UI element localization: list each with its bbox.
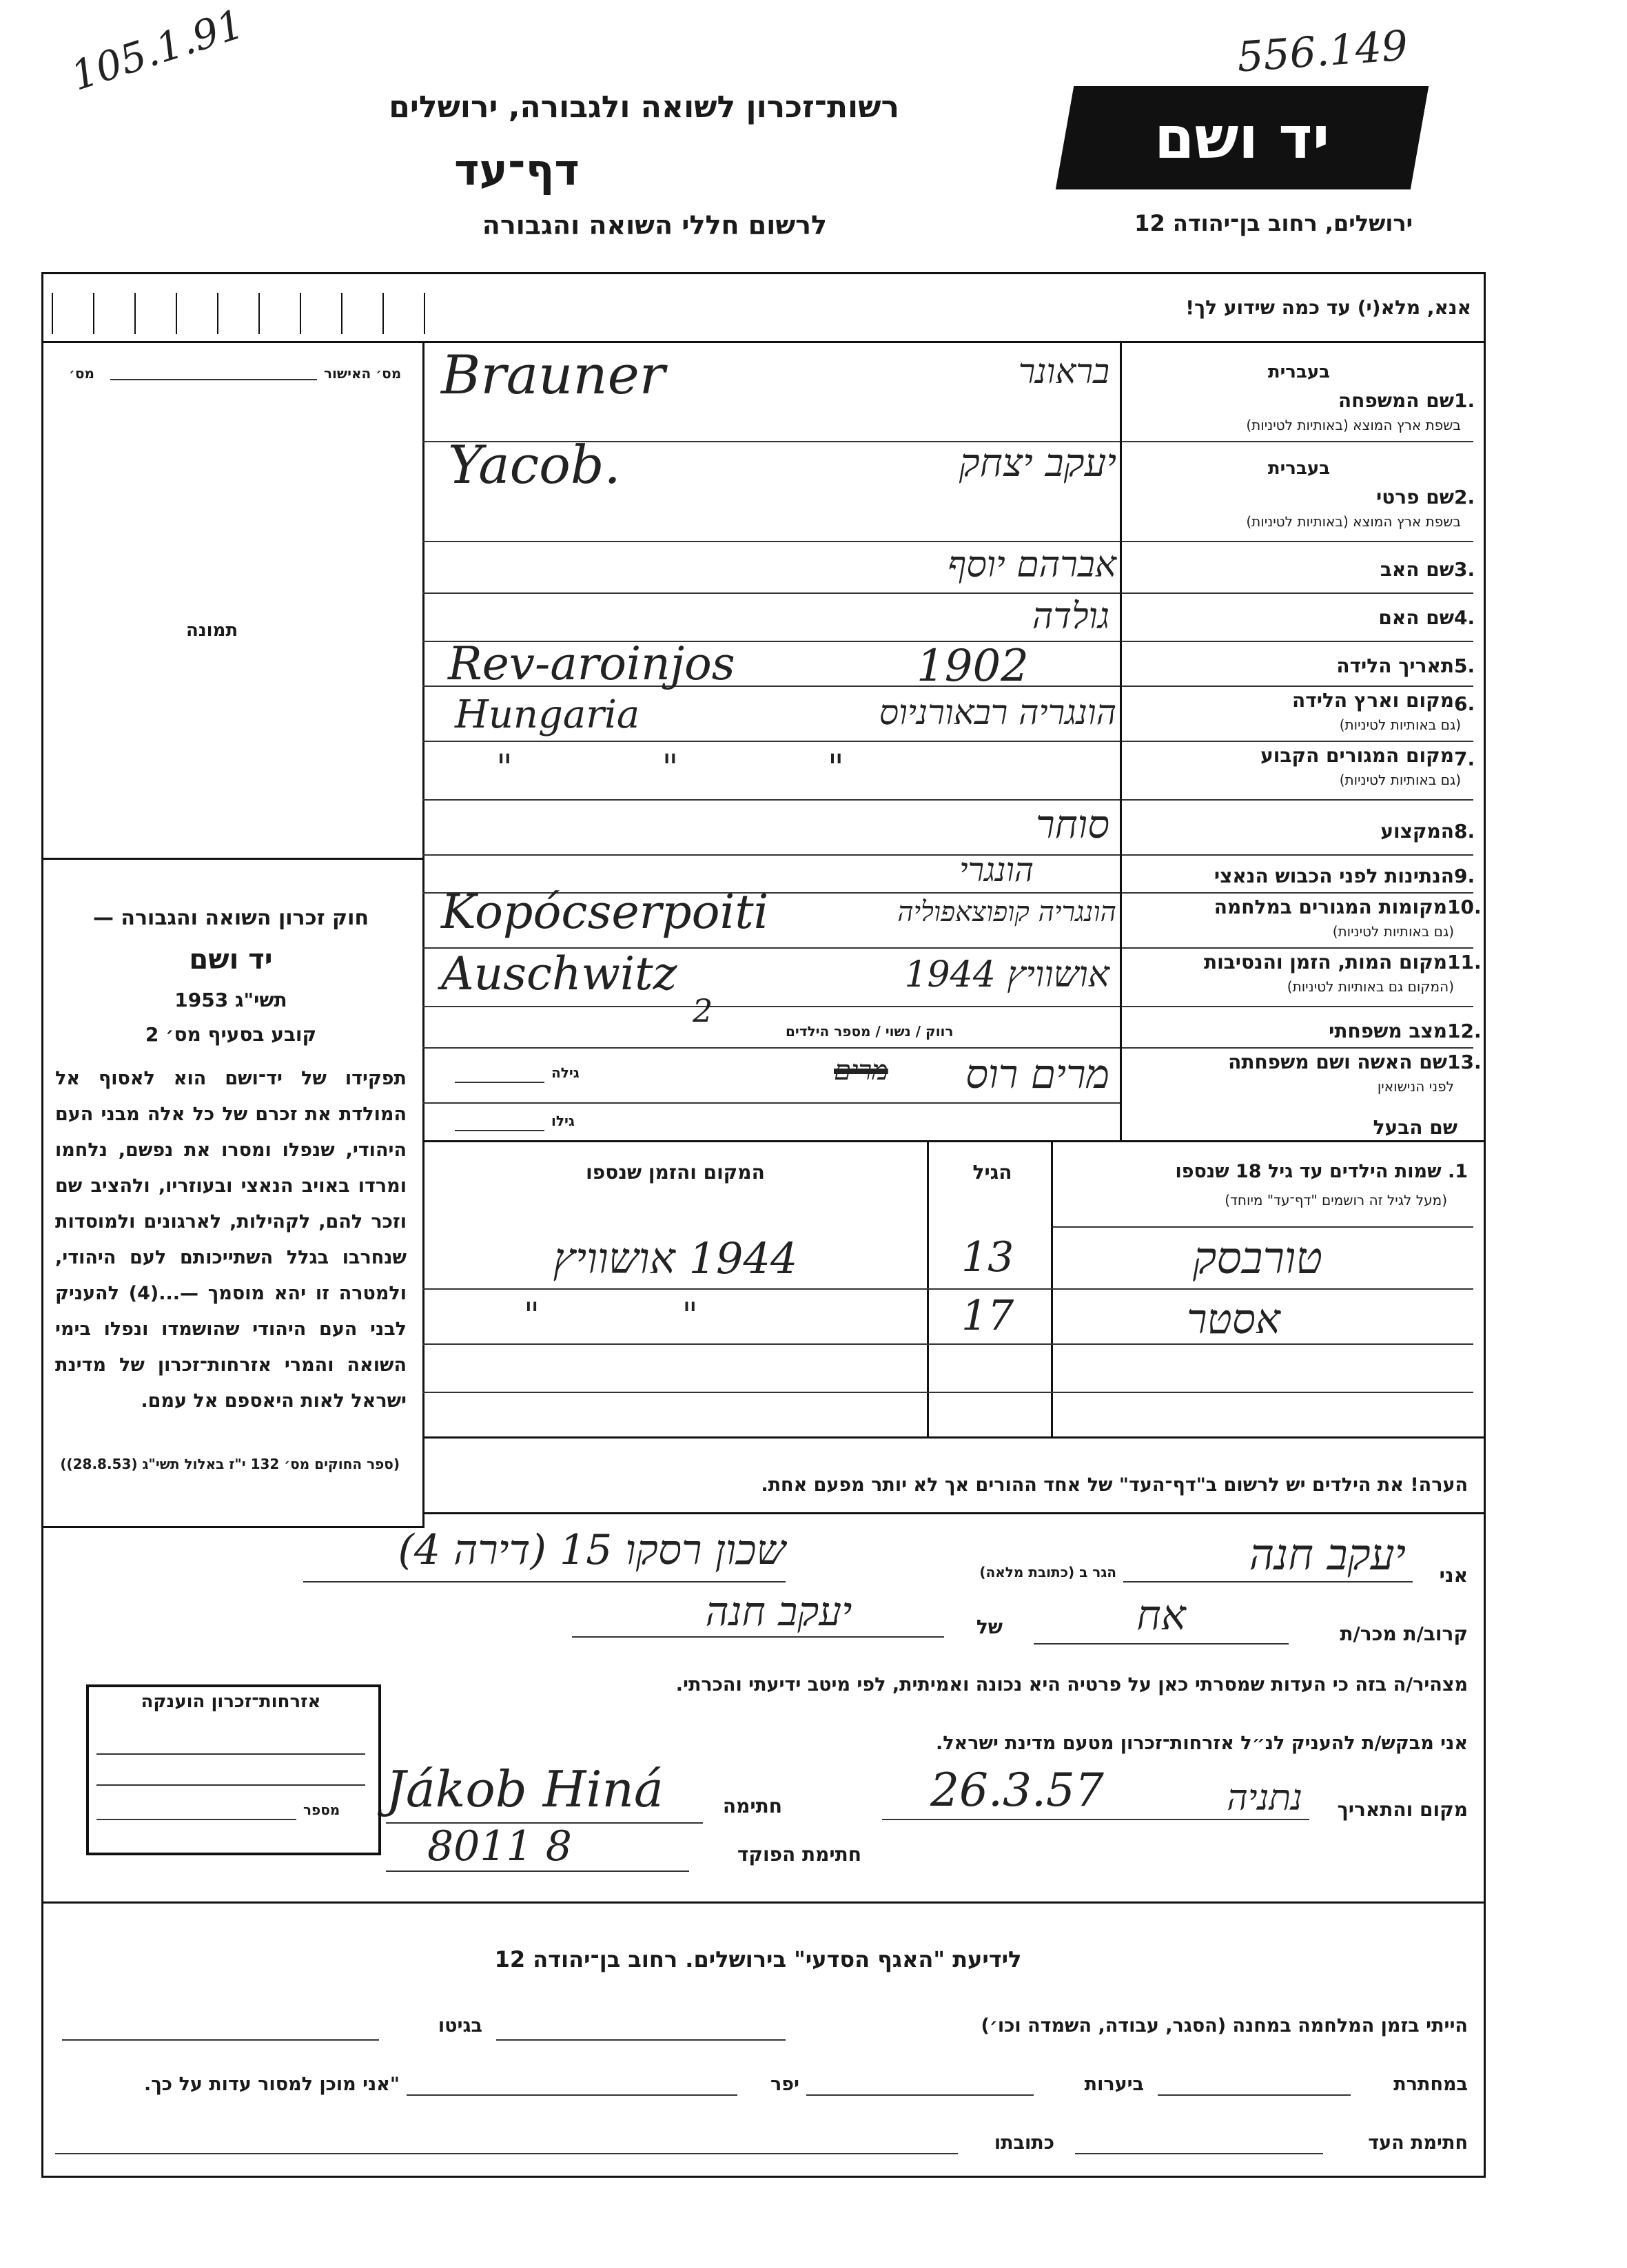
- answer-death-hebrew: אושוויץ 1944: [904, 954, 1109, 996]
- law-title: חוק זכרון השואה והגבורה —: [92, 906, 369, 930]
- note-text: הערה! את הילדים יש לרשום ב"דף־העד" של אחד ההורים אך לא יותר מפעם אחת.: [761, 1474, 1468, 1496]
- footer-line1-start: הייתי בזמן המלחמה במחנה (הסגר, עבודה, השמדה וכו׳): [981, 2015, 1468, 2037]
- field-5-label: תאריך הלידה: [1336, 654, 1454, 677]
- answer-wife: מרים רוס: [965, 1051, 1109, 1097]
- registry-no: מס׳: [69, 365, 94, 382]
- field-12-number: 12.: [1447, 1020, 1482, 1042]
- field-6-number: 6.: [1454, 692, 1475, 715]
- children-header-note: (מעל לגיל זה רושמים "דף־עד" מיוחד): [1225, 1192, 1447, 1208]
- field-13-label: שם האשה ושם משפחתה: [1228, 1051, 1447, 1073]
- field-13-number: 13.: [1447, 1051, 1482, 1073]
- field-5-number: 5.: [1454, 654, 1475, 677]
- law-text: תפקידו של יד־ושם הוא לאסוף אל המולדת את זכרם של כל אלה מבני העם היהודי, שנפלו ומסרו את נפשם, נלחמו ומרדו באויב הנאצי ובעוזריו, ולהציב שם וזכר להם, לקהילות, לארגונים ולמוסדות שנחרבו בגלל השתייכותם לעם היהודי, ולמטרה זו יהא מוסמך —...(4) להעניק לבני העם היהודי שהושמדו ונפלו בימי השואה והמרי אזרחות־זכרון של מדינת ישראל לאות היאספם אל עמם.: [55, 1068, 407, 1412]
- answer-mother: גולדה: [1032, 596, 1109, 637]
- wife-age-label: גילה: [551, 1064, 580, 1081]
- place-date-label: מקום והתאריך: [1337, 1798, 1468, 1821]
- witness-address-label: הגר ב (כתובת מלאה): [979, 1564, 1116, 1580]
- field-1-tag: בעברית: [1267, 362, 1330, 382]
- field-8-number: 8.: [1454, 820, 1475, 843]
- footer-line2-b: ביערות: [1084, 2074, 1144, 2095]
- husband-age-label: גילו: [551, 1113, 575, 1129]
- field-10-label: מקומות המגורים במלחמה: [1214, 896, 1447, 918]
- registry-label: מס׳ האישור: [324, 365, 402, 382]
- footer-line2-d: "אני מוכן למסור עדות על כך.: [143, 2074, 400, 2095]
- field-8-label: המקצוע: [1380, 820, 1454, 843]
- field-11-sub: (המקום גם באותיות לטיניות): [1287, 978, 1454, 995]
- field-2-sub: בשפת ארץ המוצא (באותיות לטיניות): [1246, 513, 1461, 530]
- child-1-place: 1944 אושוויץ: [553, 1233, 798, 1284]
- witness-relative-label: קרוב/ת מכר/ת: [1340, 1622, 1468, 1645]
- field-6-sub: (גם באותיות לטיניות): [1339, 717, 1461, 733]
- field-6-label: מקום וארץ הלידה: [1292, 689, 1454, 712]
- field-10-number: 10.: [1447, 896, 1482, 918]
- field-2-label: שם פרטי: [1375, 486, 1454, 508]
- yad-vashem-logo: [1056, 86, 1429, 189]
- children-header-name: 1. שמות הילדים עד גיל 18 שנספו: [1175, 1161, 1468, 1182]
- field-4-label: שם האם: [1378, 606, 1454, 629]
- law-year: תשי"ג 1953: [174, 989, 287, 1011]
- institution-name: רשות־זכרון לשואה ולגבורה, ירושלים: [389, 90, 899, 125]
- witness-signature: Jákob Hiná: [386, 1760, 664, 1818]
- field-2-tag: בעברית: [1267, 458, 1330, 479]
- intro-text: אנא, מלא(י) עד כמה שידוע לך!: [1185, 296, 1471, 319]
- witness-relation: אח: [1136, 1591, 1186, 1640]
- answer-first-latin: Yacob.: [448, 434, 621, 495]
- law-source: (ספר החוקים מס׳ 132 י"ז באלול תשי"ג (28.8.53)): [60, 1456, 400, 1472]
- footer-line1-end: בגיטו: [438, 2015, 482, 2037]
- answer-birth-place-hebrew: הונגריה רבאורניוס: [879, 692, 1116, 732]
- children-header-place: המקום והזמן שנספו: [586, 1161, 765, 1184]
- footer-title: לידיעת "האגף הסדעי" בירושלים. רחוב בן־יהודה 12: [494, 1946, 1022, 1972]
- field-7-label: מקום המגורים הקבוע: [1260, 744, 1454, 767]
- child-1-age: 13: [961, 1233, 1014, 1281]
- witness-place: נתניה: [1227, 1777, 1302, 1819]
- field-12-label: מצב משפחתי: [1329, 1020, 1447, 1042]
- form-subtitle: לרשום חללי השואה והגבורה: [482, 210, 827, 240]
- archive-stamp-number: 556.149: [1235, 21, 1410, 82]
- answer-nationality: הונגרי: [959, 851, 1034, 889]
- answer-wartime-hebrew: הונגריה קופוצאפוליה: [897, 896, 1116, 928]
- answer-death-latin: Auschwitz: [441, 947, 677, 1000]
- children-header-age: הגיל: [972, 1161, 1012, 1184]
- tick-row: [52, 293, 438, 334]
- field-7-sub: (גם באותיות לטיניות): [1339, 772, 1461, 788]
- field-4-number: 4.: [1454, 606, 1475, 629]
- marital-options: רווק / נשוי / מספר הילדים: [786, 1023, 954, 1040]
- witness-declaration: מצהיר/ה בזה כי העדות שמסרתי כאן על פרטיה היא נכונה ואמיתית, לפי מיטב ידיעתי והכרתי.: [675, 1674, 1468, 1695]
- answer-birth-place-latin: Rev-aroinjos: [448, 637, 735, 690]
- footer-line2-a: במחתרת: [1393, 2074, 1468, 2095]
- field-1-number: 1.: [1454, 389, 1475, 412]
- law-name: יד ושם: [189, 944, 273, 976]
- field-7-number: 7.: [1454, 748, 1475, 770]
- answer-wife-struck: מרים: [834, 1055, 888, 1086]
- witness-name: יעקב חנה: [1249, 1529, 1406, 1580]
- address: ירושלים, רחוב בן־יהודה 12: [1134, 210, 1413, 236]
- certificate-title: אזרחות־זכרון הוענקה: [141, 1691, 321, 1712]
- footer-line2-c: יפר: [770, 2074, 799, 2095]
- field-3-number: 3.: [1454, 558, 1475, 581]
- photo-label: תמונה: [186, 620, 238, 641]
- field-2-number: 2.: [1454, 486, 1475, 508]
- field-3-label: שם האב: [1380, 558, 1454, 581]
- officer-mark: 8011 8: [427, 1822, 572, 1870]
- form-title: דף־עד: [454, 145, 580, 195]
- logo-text: יד ושם: [1154, 104, 1330, 172]
- footer-line3-a: חתימת העד: [1368, 2132, 1468, 2154]
- signature-label: חתימה: [722, 1795, 782, 1817]
- field-11-label: מקום המות, הזמן והנסיבות: [1203, 951, 1447, 973]
- witness-address: שכון רסקו 15 (דירה 4): [398, 1526, 786, 1574]
- witness-request: אני מבקש/ת להעניק לנ״ל אזרחות־זכרון מטעם מדינת ישראל.: [935, 1733, 1468, 1754]
- answer-first-hebrew: יעקב יצחק: [959, 441, 1116, 486]
- officer-signature-label: חתימת הפוקד: [737, 1843, 861, 1866]
- answer-surname-hebrew: בראונר: [1018, 351, 1109, 391]
- field-10-sub: (גם באותיות לטיניות): [1332, 923, 1454, 940]
- answer-children-count: 2: [693, 992, 713, 1029]
- footer-line3-b: כתובתו: [994, 2132, 1054, 2154]
- field-9-number: 9.: [1454, 865, 1475, 887]
- witness-of-label: של: [976, 1616, 1003, 1638]
- certificate-number-label: מספר: [303, 1802, 340, 1818]
- child-2-age: 17: [961, 1292, 1014, 1340]
- answer-surname-latin: Brauner: [441, 344, 666, 406]
- field-11-number: 11.: [1447, 951, 1482, 973]
- field-1-label: שם המשפחה: [1338, 389, 1454, 412]
- child-2-name: אסטר: [1187, 1295, 1280, 1343]
- answer-birth-date: 1902: [917, 641, 1029, 692]
- field-13-sub: לפני הנישואין: [1377, 1078, 1454, 1095]
- answer-father: אברהם יוסף: [948, 544, 1116, 586]
- witness-i-label: אני: [1439, 1564, 1468, 1587]
- witness-date: 26.3.57: [930, 1764, 1104, 1817]
- child-1-name: טורבסק: [1193, 1233, 1322, 1284]
- child-2-place: " ": [524, 1295, 698, 1335]
- husband-label: שם הבעל: [1373, 1116, 1457, 1139]
- law-clause: קובע בסעיף מס׳ 2: [145, 1023, 317, 1046]
- field-1-sub: בשפת ארץ המוצא (באותיות לטיניות): [1246, 417, 1461, 433]
- answer-wartime-latin: Kopócserpoiti: [441, 885, 769, 940]
- margin-archive-number: 105.1.91: [65, 0, 249, 100]
- witness-of-name: יעקב חנה: [705, 1588, 852, 1635]
- answer-profession: סוחר: [1036, 803, 1109, 847]
- answer-birth-country-latin: Hungaria: [455, 692, 640, 737]
- answer-residence: " " ": [496, 748, 844, 789]
- field-9-label: הנתינות לפני הכבוש הנאצי: [1214, 865, 1454, 887]
